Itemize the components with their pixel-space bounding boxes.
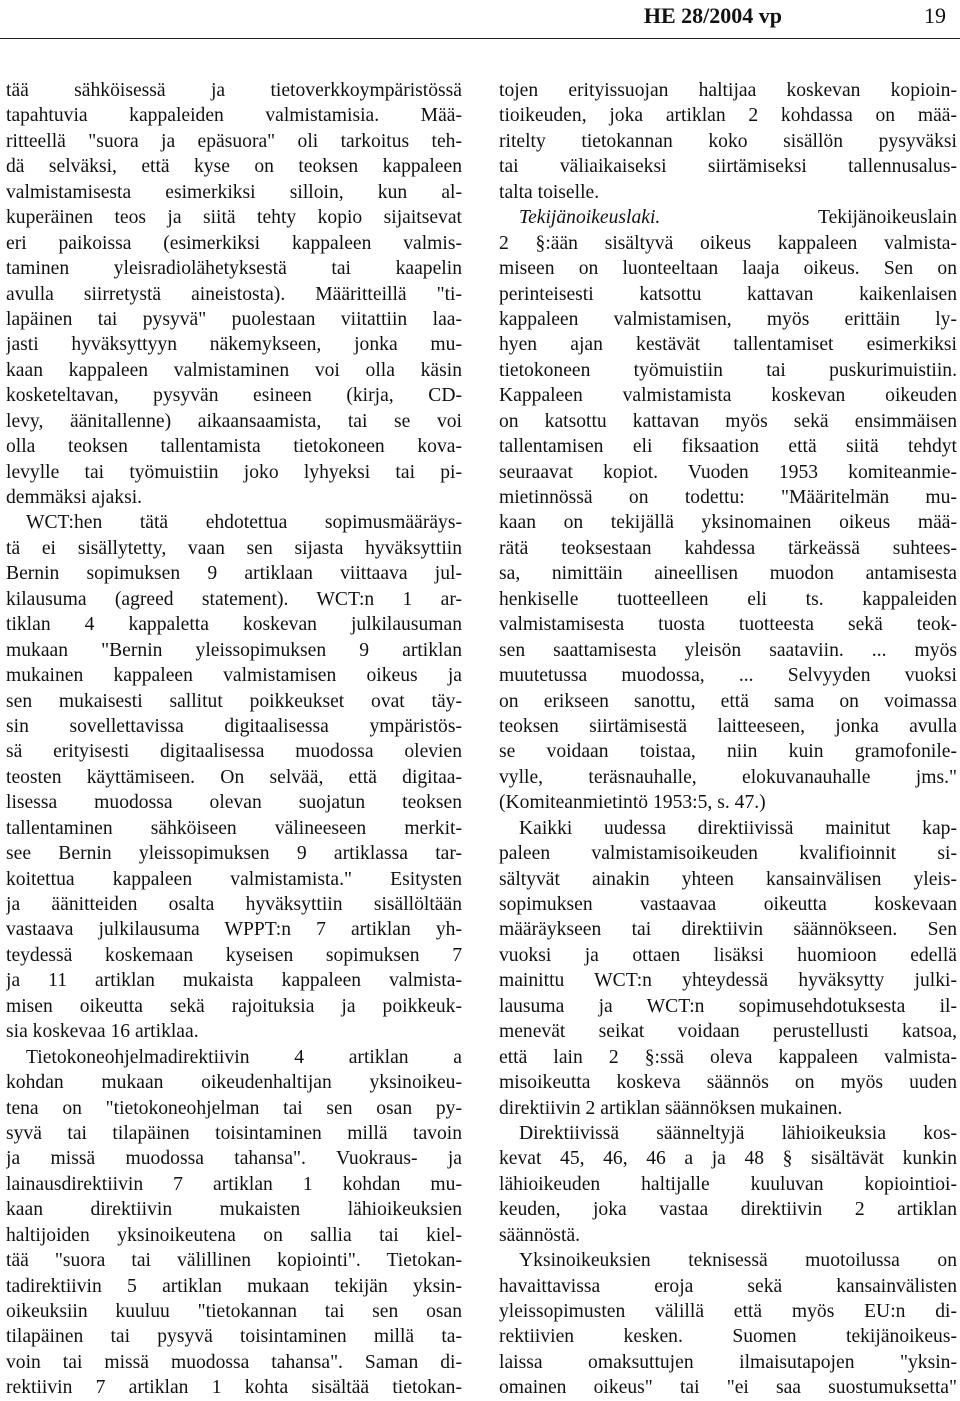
page-number: 19 [924, 3, 946, 28]
text-line: teoksen siirtämisestä laitteeseen, jonka avulla [499, 715, 957, 737]
text-line: on katsottu kattavan myös sekä ensimmäisen [499, 410, 957, 432]
text-line: on erikseen sanottu, että sama on voimassa [499, 690, 957, 712]
text-line: laissa omaksuttujen ilmaisutapojen "yksin- [499, 1351, 957, 1373]
text-line: mainittu WCT:n yhteydessä hyväksytty julki- [499, 970, 957, 992]
text-line: sin sovellettavissa digitaalisessa ympäristös- [6, 715, 462, 737]
text-line: tai väliaikaiseksi siirtämiseksi tallennusalus- [499, 156, 957, 178]
page-header [0, 0, 960, 48]
text-line: lausuma ja WCT:n sopimusehdotuksesta il- [499, 995, 957, 1017]
text-line: WCT:hen tätä ehdotettua sopimusmääräys- [26, 512, 462, 534]
text-line: miseen on luonteeltaan laaja oikeus. Sen on [499, 258, 957, 280]
text-line: (Komiteanmietintö 1953:5, s. 47.) [499, 792, 766, 814]
text-line: Kappaleen valmistamista koskevan oikeuden [499, 385, 957, 407]
text-line: vastaava julkilausuma WPPT:n 7 artiklan yh- [6, 919, 462, 941]
text-line: Bernin sopimuksen 9 artiklaan viittaava jul- [6, 563, 462, 585]
text-line: tiklan 4 kappaletta koskevan julkilausuman [6, 614, 462, 636]
text-line: Direktiivissä säänneltyjä lähioikeuksia kos- [519, 1122, 957, 1144]
header-rule [0, 38, 960, 39]
text-line: Kaikki uudessa direktiivissä mainitut kap- [519, 817, 957, 839]
text-line: paleen valmistamisoikeuden kvalifioinnit si- [499, 843, 957, 865]
text-line: levylle tai työmuistiin joko lyhyeksi tai pi- [6, 461, 462, 483]
text-line: 2 §:ään sisältyvä oikeus kappaleen valmista- [499, 232, 957, 254]
paragraph [6, 78, 462, 510]
text-line: teosten käyttämiseen. On selvää, että digitaa- [6, 766, 462, 788]
text-line: koitettua kappaleen valmistamista." Esitysten [6, 868, 462, 890]
text-line: kuperäinen teos ja siitä tehty kopio sijaitsevat [6, 207, 462, 229]
text-line: vylle, teräsnauhalle, elokuvanauhalle jms." [499, 766, 957, 788]
text-line: rätä teoksestaan kahdessa tärkeässä suhtees- [499, 537, 957, 559]
text-line: vuoksi ja ottaen lisäksi huomioon edellä [499, 944, 957, 966]
text-line: ja 11 artiklan mukaista kappaleen valmista- [6, 970, 462, 992]
text-line: havaittavissa eroja sekä kansainvälisten [499, 1275, 957, 1297]
text-line: taminen yleisradiolähetyksestä tai kaapelin [6, 258, 462, 280]
text-line: yleissopimusten välillä että myös EU:n di- [499, 1301, 957, 1322]
text-line: sä erityisesti digitaalisessa muodossa olevien [6, 741, 462, 763]
paragraph [499, 1121, 957, 1248]
paragraph [499, 1248, 957, 1401]
text-line: tallentamisen eli fiksaation että siitä tehdyt [499, 436, 957, 458]
section-heading: Tekijänoikeuslaki. [519, 207, 661, 229]
text-line: jasti hyväksyttyyn näkemykseen, jonka mu- [6, 334, 462, 356]
document-id: HE 28/2004 vp [643, 3, 782, 28]
text-line: tadirektiivin 5 artiklan mukaan tekijän yksin- [6, 1275, 462, 1297]
text-line: ritteellä "suora ja epäsuora" oli tarkoitus teh- [6, 130, 462, 152]
text-line: säännöstä. [499, 1224, 581, 1246]
text-line: sen saattamisesta yleisön saataviin. ... myös [499, 639, 957, 661]
text-line: talta toiselle. [499, 181, 600, 203]
text-line: tena on "tietokoneohjelman tai sen osan py- [6, 1097, 462, 1119]
paragraph [6, 510, 462, 1044]
text-line: tietokoneen työmuistiin tai puskurimuistiin. [499, 359, 957, 381]
text-line: kaan kappaleen valmistaminen voi olla käsin [6, 359, 462, 381]
text-line: kohdan mukaan oikeudenhaltijan yksinoikeu- [6, 1072, 462, 1094]
text-line: sopimuksen vastaavaa oikeutta koskevaan [499, 894, 957, 915]
text-line: ja äänitteiden osalta hyväksyttiin sisällöltään [6, 894, 462, 915]
left-column [6, 78, 462, 1401]
text-line: eri paikoissa (esimerkiksi kappaleen valmis- [6, 232, 462, 254]
text-line: teydessä koskemaan kyseisen sopimuksen 7 [6, 944, 462, 966]
text-line: tallentaminen sähköiseen välineeseen merkit- [6, 817, 462, 839]
text-line: haltijoiden yksinoikeutena on sallia tai kiel- [6, 1224, 462, 1246]
text-line: tioikeuden, joka artiklan 2 kohdassa on mää- [499, 105, 957, 127]
text-line: Tietokoneohjelmadirektiivin 4 artiklan a [26, 1046, 462, 1068]
paragraph [499, 78, 957, 205]
text-line: kevat 45, 46, 46 a ja 48 § sisältävät kunkin [499, 1148, 957, 1170]
text-line: kaan on tekijällä yksinomainen oikeus mää- [499, 512, 957, 534]
paragraph [499, 816, 957, 1121]
text-line: direktiivin 2 artiklan säännöksen mukainen. [499, 1097, 843, 1119]
text-line: sältyvät ainakin yhteen kansainvälisen yleis- [499, 868, 957, 890]
text-line: olla teoksen tallentamista tietokoneen kova- [6, 436, 462, 458]
text-line: tojen erityissuojan haltijaa koskevan kopioin- [499, 80, 957, 101]
text-line: voin tai missä muodossa tahansa". Saman di- [6, 1351, 462, 1373]
text-line: menevät seikat voidaan perustellusti katsoa, [499, 1021, 957, 1043]
text-line: lainausdirektiivin 7 artiklan 1 kohdan mu- [6, 1173, 462, 1195]
text-line: että lain 2 §:ssä oleva kappaleen valmista- [499, 1046, 957, 1068]
text-line: tilapäinen tai pysyvä toisintaminen millä ta- [6, 1326, 462, 1348]
text-line: omainen oikeus" tai "ei saa suostumuksetta" [499, 1377, 957, 1399]
text-line: mietinnössä on todettu: "Määritelmän mu- [499, 487, 957, 508]
text-line: oikeuksiin kuuluu "tietokannan tai sen osan [6, 1301, 462, 1322]
text-line: sa, nimittäin aineellisen muodon antamisesta [499, 563, 957, 585]
text-line: määräykseen tai direktiivin säännökseen. Sen [499, 919, 957, 941]
text-line: mukainen kappaleen valmistamisen oikeus ja [6, 665, 462, 687]
text-line: sen mukaisesti sallitut poikkeukset ovat täy- [6, 690, 462, 712]
text-line: Yksinoikeuksien teknisessä muotoilussa on [519, 1250, 957, 1272]
text-line: sia koskevaa 16 artiklaa. [6, 1021, 199, 1043]
text-line: syvä tai tilapäinen toisintaminen millä tavoin [6, 1122, 462, 1144]
text-line: see Bernin yleissopimuksen 9 artiklassa tar- [6, 843, 462, 865]
text-line: tapahtuvia kappaleiden valmistamisia. Mää- [6, 105, 462, 127]
text-line: seuraavat kopiot. Vuoden 1953 komiteanmie- [499, 461, 957, 483]
text-line: tä ei sisällytetty, vaan sen sijasta hyväksyttiin [6, 537, 462, 559]
text-line: kappaleen valmistamisen, myös erittäin ly- [499, 308, 957, 330]
right-column [499, 78, 957, 1401]
text-line: henkiselle tuotteelleen eli ts. kappaleiden [499, 588, 957, 610]
text-line: perinteisesti katsottu kattavan kaikenlaisen [499, 283, 957, 305]
text-line: lähioikeuden haltijalle kuuluvan kopiointioi- [499, 1173, 957, 1195]
text-line: mukaan "Bernin yleissopimuksen 9 artiklan [6, 639, 462, 661]
text-line: se voidaan toistaa, niin kuin gramofonile- [499, 741, 957, 763]
text-line: keuden, joka vastaa direktiivin 2 artiklan [499, 1199, 957, 1221]
text-line: tää sähköisessä ja tietoverkkoympäristössä [6, 80, 462, 101]
text-line: tää "suora tai välillinen kopiointi". Tietokan- [6, 1250, 462, 1272]
text-line: demmäksi ajaksi. [6, 487, 143, 508]
text-line: kilausuma (agreed statement). WCT:n 1 ar- [6, 588, 462, 610]
text-line [499, 205, 957, 230]
text-line: lapäinen tai pysyvä" puolestaan viitattiin laa- [6, 308, 462, 330]
paragraph [499, 205, 957, 816]
text-line-rest: Tekijänoikeuslain [817, 207, 957, 229]
text-line: valmistamisesta tuosta tuotteesta sekä teok- [499, 614, 957, 636]
text-line: dä selväksi, että kyse on teoksen kappaleen [6, 156, 462, 178]
text-line: valmistamisesta esimerkiksi silloin, kun al- [6, 181, 462, 203]
paragraph [6, 1045, 462, 1401]
text-line: kosketeltavan, pysyvän esineen (kirja, CD- [6, 385, 462, 407]
text-line: hyen ajan kestävät tallentamiset esimerkiksi [499, 334, 957, 356]
text-line: rektiivien kesken. Suomen tekijänoikeus- [499, 1326, 957, 1348]
text-line: rektiivin 7 artiklan 1 kohta sisältää tietokan- [6, 1377, 462, 1399]
text-line: ritelty tietokannan koko sisällön pysyväksi [499, 130, 957, 152]
text-line: misoikeutta koskeva säännös on myös uuden [499, 1072, 957, 1094]
text-line: misen oikeutta sekä rajoituksia ja poikkeuk- [6, 995, 462, 1017]
text-line: levy, äänitallenne) aikaansaamista, tai se voi [6, 410, 462, 432]
text-line: kaan direktiivin mukaisten lähioikeuksien [6, 1199, 462, 1221]
text-line: avulla siirretystä aineistosta). Määritteillä "ti- [6, 283, 462, 305]
text-line: lisessa muodossa olevan suojatun teoksen [6, 792, 462, 814]
text-line: muutetussa muodossa, ... Selvyyden vuoksi [499, 665, 957, 687]
text-line: ja missä muodossa tahansa". Vuokraus- ja [6, 1148, 462, 1170]
